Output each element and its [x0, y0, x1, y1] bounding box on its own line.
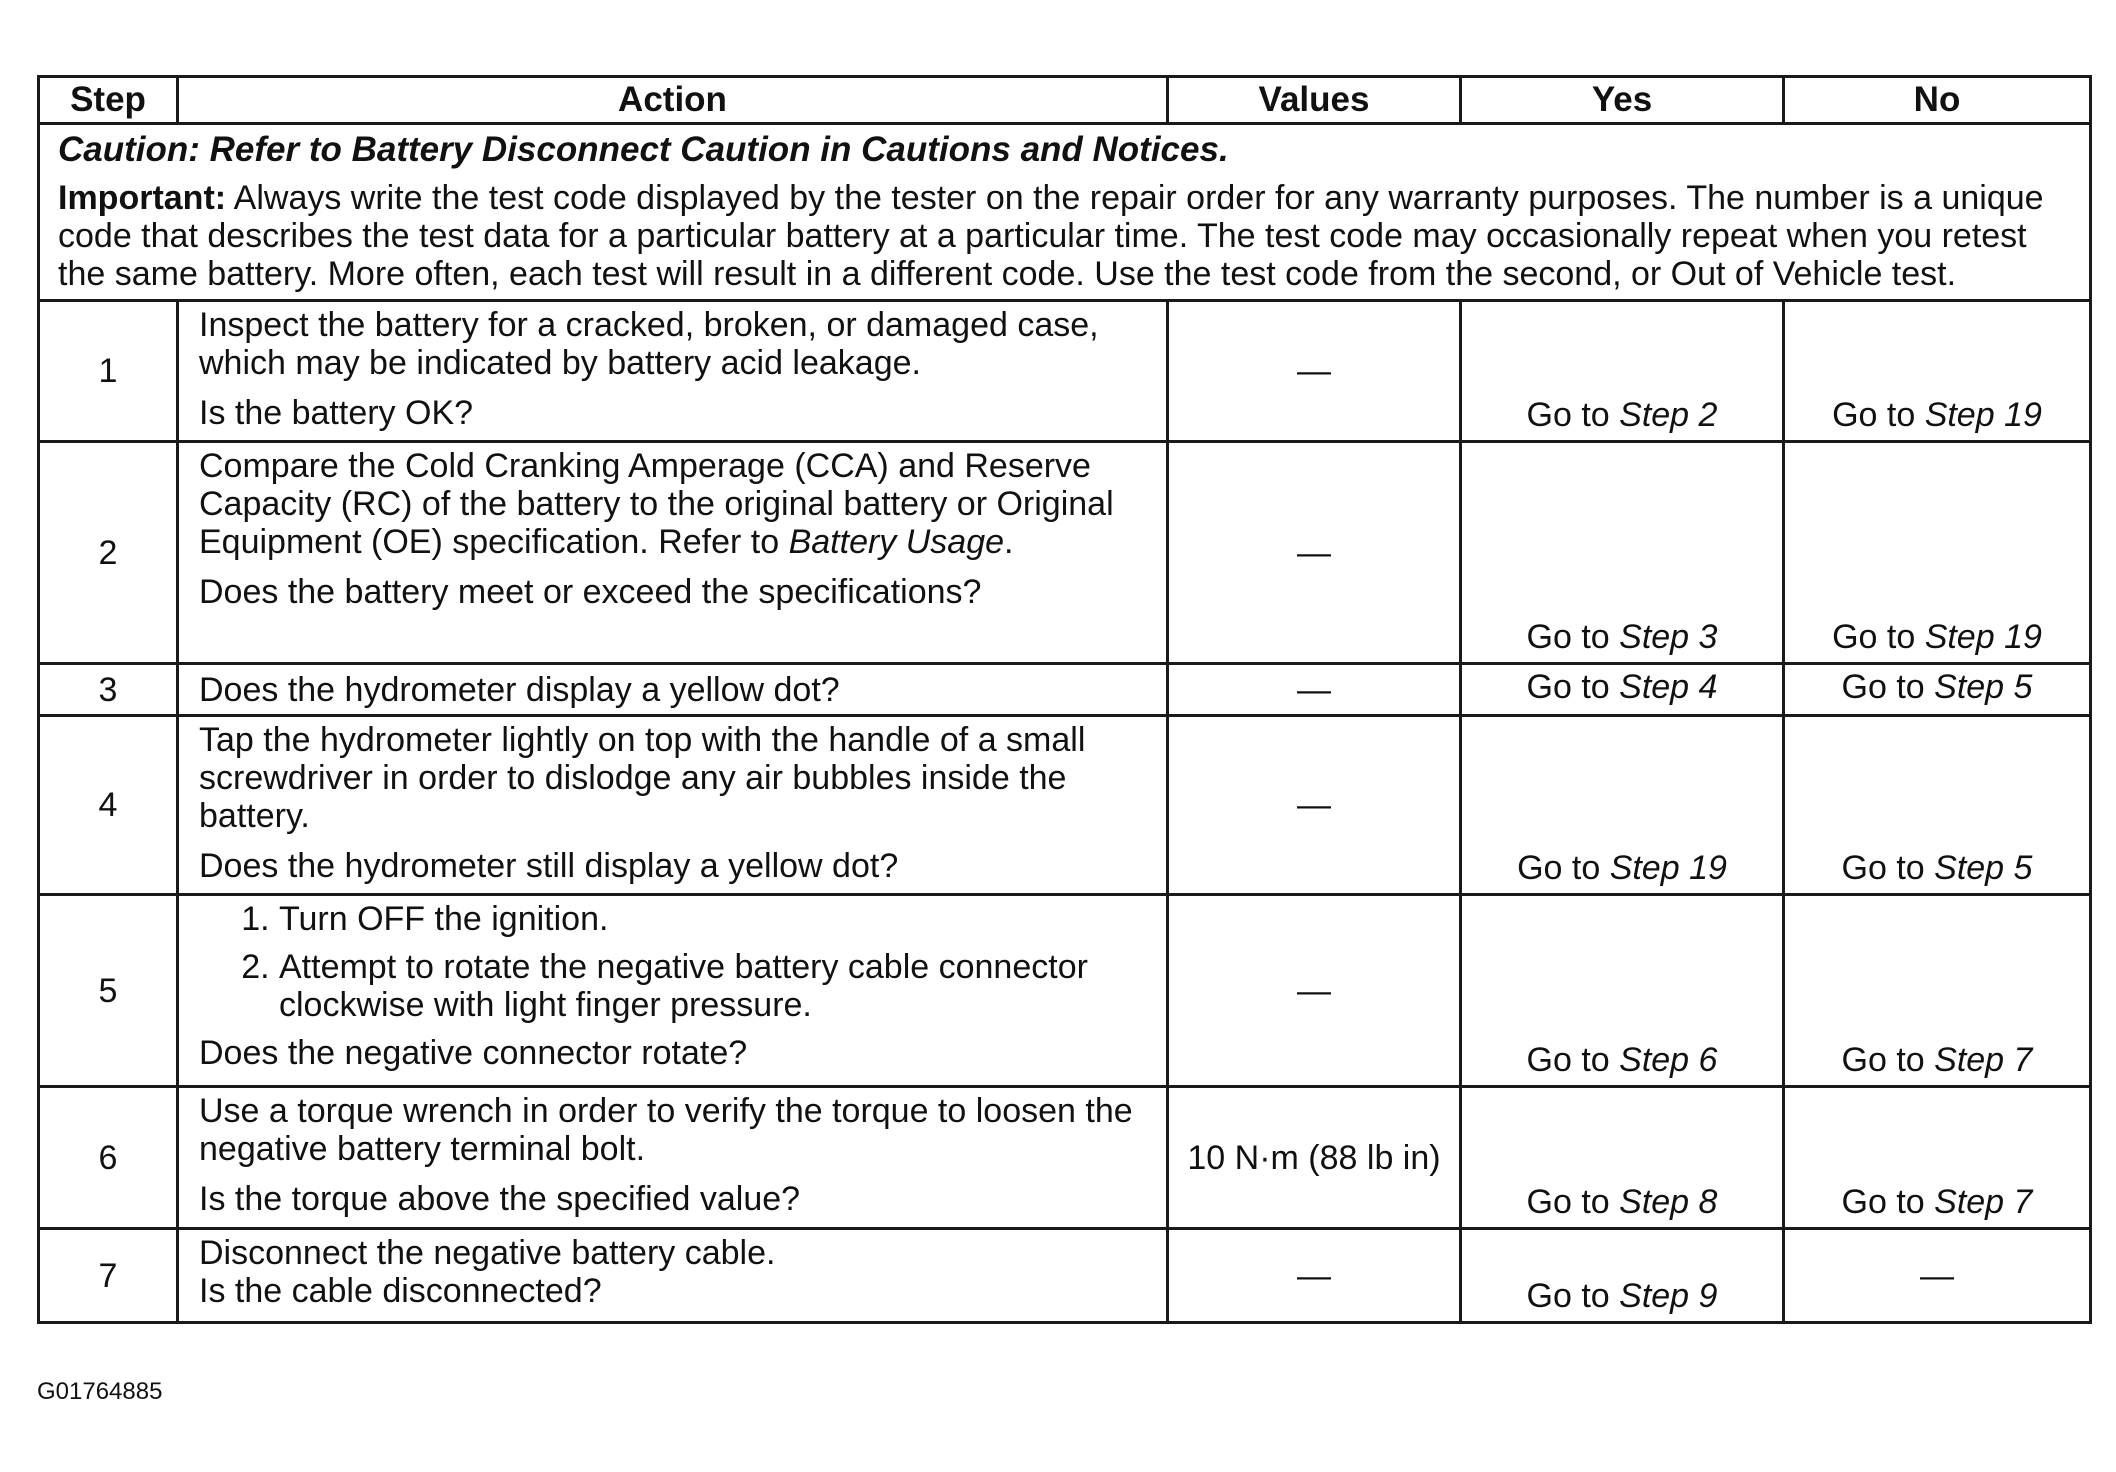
- values-cell: —: [1168, 301, 1461, 442]
- go-to-label: Go to: [1841, 1183, 1935, 1221]
- yes-cell: [1461, 716, 1784, 895]
- table-row: [39, 716, 2091, 895]
- action-text-tail: .: [1004, 523, 1014, 561]
- figure-id: G01764885: [37, 1378, 163, 1405]
- no-step-link[interactable]: Step 19: [1924, 396, 2042, 434]
- values-cell: —: [1168, 1229, 1461, 1323]
- step-number: 4: [39, 716, 178, 895]
- go-to-label: Go to: [1526, 1041, 1620, 1079]
- question-text: Is the cable disconnected?: [199, 1272, 602, 1310]
- no-cell: [1784, 1087, 2091, 1229]
- step-number: 3: [39, 664, 178, 716]
- go-to-label: Go to: [1832, 396, 1925, 434]
- table-row: [39, 1229, 2091, 1323]
- action-cell: [178, 301, 1168, 442]
- step-number: 7: [39, 1229, 178, 1323]
- go-to-label: Go to: [1526, 1277, 1620, 1315]
- action-cell: [178, 664, 1168, 716]
- action-text: Disconnect the negative battery cable.: [199, 1234, 776, 1272]
- table-row: [39, 301, 2091, 442]
- action-cell: [178, 895, 1168, 1087]
- no-step-link[interactable]: Step 7: [1934, 1041, 2033, 1079]
- values-cell: —: [1168, 895, 1461, 1087]
- yes-step-link[interactable]: Step 3: [1619, 618, 1718, 656]
- yes-step-link[interactable]: Step 8: [1619, 1183, 1718, 1221]
- yes-cell: [1461, 1229, 1784, 1323]
- no-cell: [1784, 895, 2091, 1087]
- notes-cell: [39, 124, 2091, 301]
- step-number: 2: [39, 442, 178, 664]
- go-to-label: Go to: [1526, 667, 1620, 706]
- go-to-label: Go to: [1841, 849, 1935, 887]
- no-cell: [1784, 301, 2091, 442]
- no-cell: [1784, 442, 2091, 664]
- important-note: [58, 179, 2075, 293]
- action-cell: [178, 442, 1168, 664]
- question-text: Is the torque above the specified value?: [199, 1180, 801, 1218]
- go-to-label: Go to: [1526, 396, 1620, 434]
- no-cell: —: [1784, 1229, 2091, 1323]
- yes-step-link[interactable]: Step 9: [1619, 1277, 1718, 1315]
- question-text: Does the hydrometer display a yellow dot?: [199, 671, 840, 709]
- values-cell: —: [1168, 664, 1461, 716]
- action-text: Use a torque wrench in order to verify the torque to loosen the negative battery terminal bolt.: [199, 1092, 1133, 1168]
- values-cell: 10 N·m (88 lb in): [1168, 1087, 1461, 1229]
- go-to-label: Go to: [1526, 618, 1620, 656]
- question-text: Is the battery OK?: [199, 394, 474, 432]
- values-cell: —: [1168, 442, 1461, 664]
- no-step-link[interactable]: Step 19: [1924, 618, 2042, 656]
- go-to-label: Go to: [1841, 667, 1935, 706]
- yes-cell: [1461, 442, 1784, 664]
- table-row: [39, 895, 2091, 1087]
- yes-step-link[interactable]: Step 4: [1619, 667, 1718, 706]
- header-yes: Yes: [1461, 77, 1784, 124]
- substep-list: [199, 900, 1152, 1024]
- yes-step-link[interactable]: Step 2: [1619, 396, 1718, 434]
- go-to-label: Go to: [1841, 1041, 1935, 1079]
- yes-cell: [1461, 1087, 1784, 1229]
- action-text-main: Compare the Cold Cranking Amperage (CCA) and Reserve Capacity (RC) of the battery to the original battery or Original Equipment (OE) specification. Refer to: [199, 447, 1114, 561]
- important-text: Always write the test code displayed by the tester on the repair order for any warranty purposes. The number is a unique code that describes the test data for a particular battery at a particular time. The test code may occasionally repeat when you retest the same battery. More often, each test will result in a different code. Use the test code from the second, or Out of Vehicle test.: [58, 179, 2044, 293]
- yes-cell: [1461, 664, 1784, 716]
- table-row: [39, 1087, 2091, 1229]
- substep-item: 1. Turn OFF the ignition.: [279, 900, 1152, 938]
- step-number: 5: [39, 895, 178, 1087]
- no-cell: [1784, 664, 2091, 716]
- step-number: 1: [39, 301, 178, 442]
- header-values: Values: [1168, 77, 1461, 124]
- header-row: [39, 77, 2091, 124]
- table-row: [39, 442, 2091, 664]
- go-to-label: Go to: [1517, 849, 1610, 887]
- values-cell: —: [1168, 716, 1461, 895]
- no-step-link[interactable]: Step 7: [1934, 1183, 2033, 1221]
- question-text: Does the hydrometer still display a yellow dot?: [199, 847, 899, 885]
- action-text: Tap the hydrometer lightly on top with the handle of a small screwdriver in order to dislodge any air bubbles inside the battery.: [199, 721, 1086, 835]
- table-row: [39, 664, 2091, 716]
- important-label: Important:: [58, 179, 227, 217]
- header-action: Action: [178, 77, 1168, 124]
- go-to-label: Go to: [1526, 1183, 1620, 1221]
- action-text: [199, 447, 1152, 561]
- header-no: No: [1784, 77, 2091, 124]
- action-cell: [178, 1229, 1168, 1323]
- header-step: Step: [39, 77, 178, 124]
- go-to-label: Go to: [1832, 618, 1925, 656]
- no-step-link[interactable]: Step 5: [1934, 667, 2033, 706]
- question-text: Does the negative connector rotate?: [199, 1034, 748, 1072]
- yes-cell: [1461, 301, 1784, 442]
- action-text: Inspect the battery for a cracked, broken, or damaged case, which may be indicated by battery acid leakage.: [199, 306, 1099, 382]
- notes-row: [39, 124, 2091, 301]
- action-cell: [178, 716, 1168, 895]
- procedure-table-container: [37, 75, 2089, 1324]
- no-cell: [1784, 716, 2091, 895]
- caution-note: Caution: Refer to Battery Disconnect Caution in Cautions and Notices.: [58, 130, 1229, 169]
- yes-step-link[interactable]: Step 6: [1619, 1041, 1718, 1079]
- substep-item: 2. Attempt to rotate the negative battery cable connector clockwise with light finger pressure.: [279, 948, 1152, 1024]
- battery-usage-reference-link[interactable]: Battery Usage: [788, 523, 1005, 561]
- diagnostic-procedure-table: [37, 75, 2092, 1324]
- action-cell: [178, 1087, 1168, 1229]
- yes-step-link[interactable]: Step 19: [1609, 849, 1727, 887]
- no-step-link[interactable]: Step 5: [1934, 849, 2033, 887]
- step-number: 6: [39, 1087, 178, 1229]
- yes-cell: [1461, 895, 1784, 1087]
- question-text: Does the battery meet or exceed the specifications?: [199, 573, 982, 611]
